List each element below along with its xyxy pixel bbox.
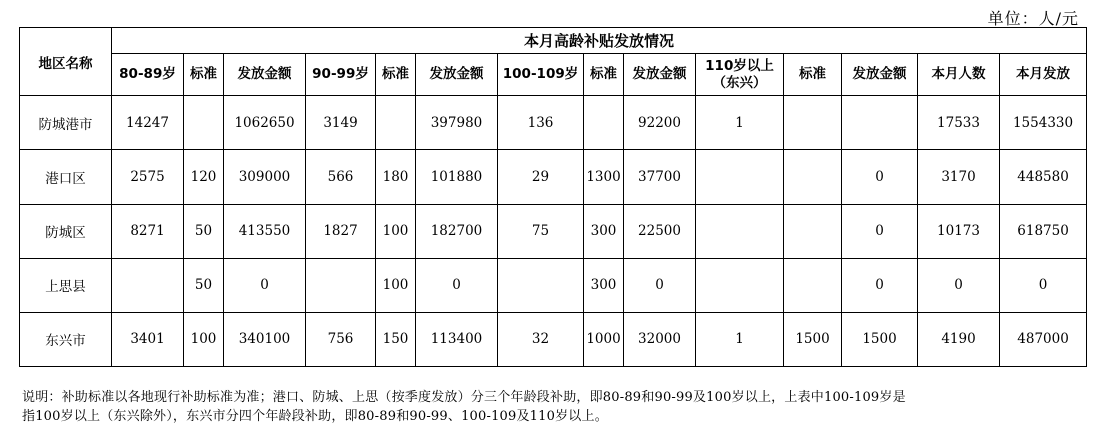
table-cell: 182700 — [416, 204, 498, 258]
table-cell: 37700 — [624, 150, 696, 204]
table-cell: 8271 — [112, 204, 184, 258]
table-cell: 75 — [498, 204, 584, 258]
table-cell: 120 — [184, 150, 224, 204]
table-cell — [784, 204, 842, 258]
table-cell: 50 — [184, 258, 224, 312]
header-row-2 — [20, 54, 1087, 96]
column-header: 发放金额 — [842, 54, 918, 96]
table-cell: 1300 — [584, 150, 624, 204]
table-cell: 413550 — [224, 204, 306, 258]
table-cell: 50 — [184, 204, 224, 258]
table-cell: 4190 — [918, 312, 1000, 366]
region-cell: 港口区 — [20, 150, 112, 204]
table-cell: 3170 — [918, 150, 1000, 204]
table-cell — [784, 96, 842, 150]
table-cell: 1554330 — [1000, 96, 1087, 150]
column-header: 80-89岁 — [112, 54, 184, 96]
table-cell: 566 — [306, 150, 376, 204]
table-cell: 448580 — [1000, 150, 1087, 204]
table-cell: 300 — [584, 204, 624, 258]
table-cell: 101880 — [416, 150, 498, 204]
column-header: 发放金额 — [624, 54, 696, 96]
table-cell: 14247 — [112, 96, 184, 150]
table-cell: 1062650 — [224, 96, 306, 150]
subsidy-table — [19, 27, 1087, 367]
column-header: 标准 — [584, 54, 624, 96]
table-cell: 1500 — [842, 312, 918, 366]
table-cell — [696, 258, 784, 312]
region-cell: 东兴市 — [20, 312, 112, 366]
table-cell: 113400 — [416, 312, 498, 366]
table-cell — [584, 96, 624, 150]
table-cell — [498, 258, 584, 312]
table-cell: 340100 — [224, 312, 306, 366]
table-cell — [784, 258, 842, 312]
table-cell: 2575 — [112, 150, 184, 204]
table-cell — [306, 258, 376, 312]
table-cell: 300 — [584, 258, 624, 312]
column-header: 90-99岁 — [306, 54, 376, 96]
table-cell: 22500 — [624, 204, 696, 258]
table-cell — [696, 204, 784, 258]
table-cell: 1 — [696, 96, 784, 150]
table-cell: 397980 — [416, 96, 498, 150]
table-cell: 0 — [416, 258, 498, 312]
region-cell: 防城区 — [20, 204, 112, 258]
table-cell: 150 — [376, 312, 416, 366]
table-cell — [696, 150, 784, 204]
table-cell: 17533 — [918, 96, 1000, 150]
table-cell — [184, 96, 224, 150]
region-cell: 上思县 — [20, 258, 112, 312]
table-cell: 0 — [842, 150, 918, 204]
group-header: 本月高龄补贴发放情况 — [112, 28, 1087, 54]
table-cell: 309000 — [224, 150, 306, 204]
table-cell: 0 — [918, 258, 1000, 312]
table-cell: 0 — [842, 258, 918, 312]
table-row — [20, 312, 1087, 366]
column-header: 110岁以上（东兴） — [696, 54, 784, 96]
table-cell: 1500 — [784, 312, 842, 366]
table-cell: 32000 — [624, 312, 696, 366]
table-cell: 29 — [498, 150, 584, 204]
table-cell: 618750 — [1000, 204, 1087, 258]
table-cell — [376, 96, 416, 150]
footnote-line: 说明：补助标准以各地现行补助标准为准；港口、防城、上思（按季度发放）分三个年龄段补助，即80-89和90-99及100岁以上，上表中100-109岁是 — [22, 390, 906, 405]
table-cell: 1 — [696, 312, 784, 366]
table-row — [20, 96, 1087, 150]
column-header: 标准 — [784, 54, 842, 96]
column-header: 标准 — [376, 54, 416, 96]
table-cell: 180 — [376, 150, 416, 204]
footnote — [22, 388, 1084, 426]
table-cell: 136 — [498, 96, 584, 150]
table-cell: 0 — [1000, 258, 1087, 312]
table-cell: 0 — [624, 258, 696, 312]
region-header: 地区名称 — [20, 28, 112, 96]
table-row — [20, 204, 1087, 258]
table-cell: 10173 — [918, 204, 1000, 258]
table-cell: 92200 — [624, 96, 696, 150]
table-cell: 100 — [376, 258, 416, 312]
column-header: 发放金额 — [224, 54, 306, 96]
region-cell: 防城港市 — [20, 96, 112, 150]
table-cell: 100 — [376, 204, 416, 258]
table-cell: 3401 — [112, 312, 184, 366]
table-row — [20, 150, 1087, 204]
column-header: 100-109岁 — [498, 54, 584, 96]
table-cell: 1827 — [306, 204, 376, 258]
footnote-line: 指100岁以上（东兴除外），东兴市分四个年龄段补助，即80-89和90-99、100-109及110岁以上。 — [22, 409, 608, 424]
column-header: 本月发放 — [1000, 54, 1087, 96]
table-cell: 32 — [498, 312, 584, 366]
table-cell: 756 — [306, 312, 376, 366]
table-cell: 3149 — [306, 96, 376, 150]
column-header: 本月人数 — [918, 54, 1000, 96]
table-cell: 487000 — [1000, 312, 1087, 366]
table-cell: 0 — [842, 204, 918, 258]
table-cell: 1000 — [584, 312, 624, 366]
table-body — [20, 96, 1087, 367]
column-header: 发放金额 — [416, 54, 498, 96]
table-cell — [784, 150, 842, 204]
table-cell: 0 — [224, 258, 306, 312]
header-row-1 — [20, 28, 1087, 54]
table-cell — [842, 96, 918, 150]
table-cell — [112, 258, 184, 312]
unit-label: 单位：人/元 — [987, 9, 1079, 28]
column-header: 标准 — [184, 54, 224, 96]
table-row — [20, 258, 1087, 312]
table-cell: 100 — [184, 312, 224, 366]
